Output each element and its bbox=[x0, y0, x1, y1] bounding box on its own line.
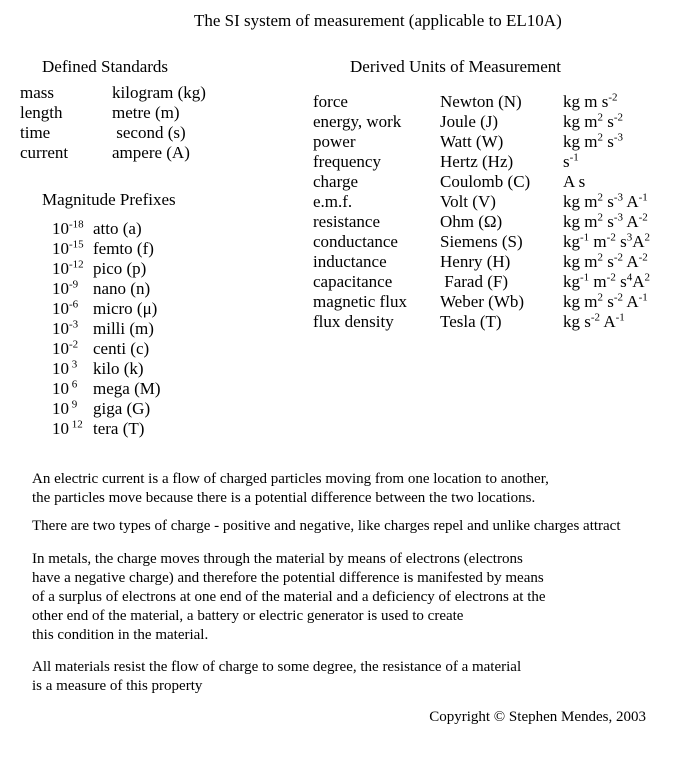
quantity-cell: force bbox=[313, 92, 348, 111]
prefix-power-cell: $10^{-3}$ bbox=[52, 318, 79, 338]
exponent: -2 bbox=[638, 251, 648, 264]
unit-name-cell: Newton (N) bbox=[440, 92, 522, 111]
si-units-cell: kg $m^2$ $s^{-3}$ bbox=[563, 131, 624, 151]
exponent: 2 bbox=[644, 271, 650, 284]
exponent: 4 bbox=[626, 271, 633, 284]
unit-name-cell: Joule (J) bbox=[440, 112, 499, 131]
exponent: -6 bbox=[69, 298, 79, 311]
text-line: In metals, the charge moves through the material by means of electrons (electrons bbox=[32, 551, 523, 567]
exponent: 12 bbox=[69, 418, 83, 431]
exponent: -3 bbox=[69, 318, 79, 331]
exponent: -2 bbox=[606, 231, 616, 244]
paragraph-metals-electrons bbox=[32, 550, 680, 645]
exponent: 3 bbox=[626, 231, 633, 244]
si-units-cell: $kg^{-1}$ $m^{-2}$ $s^4A^2$ bbox=[563, 271, 650, 291]
derived-units-table bbox=[313, 92, 650, 332]
quantity-cell: current bbox=[20, 143, 69, 162]
prefix-name-cell: atto (a) bbox=[93, 219, 142, 238]
prefix-power-cell: $10^{-2}$ bbox=[52, 338, 79, 358]
copyright-line: Copyright © Stephen Mendes, 2003 bbox=[429, 709, 646, 725]
exponent: -12 bbox=[69, 258, 84, 271]
prefix-power-cell: $10^{-9}$ bbox=[52, 278, 79, 298]
exponent: -1 bbox=[615, 311, 625, 324]
si-units-cell: kg $m^2$ $s^{-2}$ $A^{-1}$ bbox=[563, 291, 648, 311]
quantity-cell: energy, work bbox=[313, 112, 402, 131]
exponent: -2 bbox=[69, 338, 79, 351]
quantity-cell: time bbox=[20, 123, 51, 142]
exponent: -2 bbox=[608, 91, 618, 104]
unit-name-cell: Coulomb (C) bbox=[440, 172, 531, 191]
unit-cell: kilogram (kg) bbox=[112, 83, 206, 102]
unit-name-cell: Farad (F) bbox=[440, 272, 508, 291]
si-units-cell: $s^{-1}$ bbox=[563, 151, 579, 171]
text-line: have a negative charge) and therefore the potential difference is manifested by means bbox=[32, 570, 544, 586]
prefix-power-cell: 10 $^{12}$ bbox=[52, 418, 83, 438]
prefix-name-cell: nano (n) bbox=[93, 279, 151, 298]
prefix-name-cell: mega (M) bbox=[93, 379, 161, 398]
text-line: An electric current is a flow of charged particles moving from one location to another, bbox=[32, 471, 549, 487]
magnitude-prefixes-heading: Magnitude Prefixes bbox=[42, 190, 176, 209]
defined-standards-table bbox=[20, 83, 206, 163]
quantity-cell: resistance bbox=[313, 212, 381, 231]
exponent: -1 bbox=[580, 271, 590, 284]
prefix-name-cell: pico (p) bbox=[93, 259, 147, 278]
magnitude-prefixes-table bbox=[52, 219, 161, 439]
exponent: -1 bbox=[638, 291, 648, 304]
exponent: -1 bbox=[638, 191, 648, 204]
prefix-name-cell: tera (T) bbox=[93, 419, 145, 438]
quantity-cell: magnetic flux bbox=[313, 292, 407, 311]
prefix-name-cell: milli (m) bbox=[93, 319, 154, 338]
text-line: There are two types of charge - positive and negative, like charges repel and unlike charges attract bbox=[32, 518, 621, 534]
text-line: All materials resist the flow of charge to some degree, the resistance of a material bbox=[32, 659, 522, 675]
si-units-cell: kg $m^2$ $s^{-2}$ bbox=[563, 111, 624, 131]
quantity-cell: mass bbox=[20, 83, 54, 102]
exponent: -2 bbox=[590, 311, 601, 324]
exponent: -3 bbox=[613, 131, 624, 144]
text-line: of a surplus of electrons at one end of the material and a deficiency of electrons at the bbox=[32, 589, 546, 605]
prefix-power-cell: $10^{-6}$ bbox=[52, 298, 79, 318]
unit-name-cell: Henry (H) bbox=[440, 252, 511, 271]
exponent: -15 bbox=[69, 238, 84, 251]
si-units-cell: A s bbox=[563, 172, 586, 191]
prefix-power-cell: $10^{-18}$ bbox=[52, 218, 84, 238]
exponent: -3 bbox=[613, 191, 624, 204]
prefix-name-cell: kilo (k) bbox=[93, 359, 144, 378]
unit-cell: metre (m) bbox=[112, 103, 180, 122]
paragraph-resistance bbox=[32, 658, 680, 696]
exponent: 2 bbox=[597, 111, 603, 124]
exponent: -1 bbox=[569, 151, 579, 164]
exponent: 2 bbox=[597, 291, 603, 304]
exponent: -2 bbox=[638, 211, 648, 224]
prefix-power-cell: 10 $^3$ bbox=[52, 358, 78, 378]
derived-units-heading: Derived Units of Measurement bbox=[350, 57, 562, 76]
quantity-cell: e.m.f. bbox=[313, 192, 353, 211]
exponent: -2 bbox=[613, 111, 624, 124]
prefix-power-cell: $10^{-15}$ bbox=[52, 238, 84, 258]
unit-name-cell: Tesla (T) bbox=[440, 312, 502, 331]
unit-cell: second (s) bbox=[112, 123, 186, 142]
exponent: -18 bbox=[69, 218, 84, 231]
si-units-cell: kg m $s^{-2}$ bbox=[563, 91, 618, 111]
quantity-cell: power bbox=[313, 132, 356, 151]
exponent: 2 bbox=[597, 211, 603, 224]
quantity-cell: flux density bbox=[313, 312, 394, 331]
quantity-cell: conductance bbox=[313, 232, 398, 251]
defined-standards-heading: Defined Standards bbox=[42, 57, 169, 76]
text-line: other end of the material, a battery or electric generator is used to create bbox=[32, 608, 464, 624]
exponent: -2 bbox=[606, 271, 616, 284]
unit-name-cell: Ohm (Ω) bbox=[440, 212, 503, 231]
unit-name-cell: Watt (W) bbox=[440, 132, 504, 151]
prefix-power-cell: 10 $^6$ bbox=[52, 378, 78, 398]
text-line: this condition in the material. bbox=[32, 627, 209, 643]
unit-name-cell: Volt (V) bbox=[440, 192, 496, 211]
prefix-name-cell: centi (c) bbox=[93, 339, 150, 358]
exponent: -9 bbox=[69, 278, 79, 291]
prefix-name-cell: giga (G) bbox=[93, 399, 151, 418]
prefix-power-cell: $10^{-12}$ bbox=[52, 258, 84, 278]
exponent: 2 bbox=[597, 191, 603, 204]
text-line: is a measure of this property bbox=[32, 678, 203, 694]
quantity-cell: capacitance bbox=[313, 272, 393, 291]
unit-name-cell: Siemens (S) bbox=[440, 232, 523, 251]
prefix-name-cell: micro (μ) bbox=[93, 299, 158, 318]
paragraph-electric-current bbox=[32, 470, 680, 508]
exponent: -3 bbox=[613, 211, 624, 224]
exponent: 2 bbox=[597, 251, 603, 264]
exponent: 9 bbox=[69, 398, 78, 411]
quantity-cell: charge bbox=[313, 172, 358, 191]
unit-cell: ampere (A) bbox=[112, 143, 190, 162]
si-units-cell: $kg^{-1}$ $m^{-2}$ $s^3A^2$ bbox=[563, 231, 650, 251]
exponent: 2 bbox=[644, 231, 650, 244]
si-units-cell: kg $m^2$ $s^{-3}$ $A^{-2}$ bbox=[563, 211, 648, 231]
exponent: -2 bbox=[613, 291, 624, 304]
unit-name-cell: Weber (Wb) bbox=[440, 292, 525, 311]
si-units-cell: kg $m^2$ $s^{-2}$ $A^{-2}$ bbox=[563, 251, 648, 271]
si-units-cell: kg $m^2$ $s^{-3}$ $A^{-1}$ bbox=[563, 191, 648, 211]
si-units-cell: kg $s^{-2}$ $A^{-1}$ bbox=[563, 311, 625, 331]
prefix-power-cell: 10 $^9$ bbox=[52, 398, 78, 418]
exponent: -1 bbox=[580, 231, 590, 244]
paragraph-charge-types bbox=[32, 517, 680, 536]
exponent: 3 bbox=[69, 358, 78, 371]
quantity-cell: length bbox=[20, 103, 63, 122]
text-line: the particles move because there is a potential difference between the two locations. bbox=[32, 490, 536, 506]
exponent: -2 bbox=[613, 251, 624, 264]
exponent: 2 bbox=[597, 131, 603, 144]
quantity-cell: frequency bbox=[313, 152, 381, 171]
prefix-name-cell: femto (f) bbox=[93, 239, 154, 258]
quantity-cell: inductance bbox=[313, 252, 387, 271]
unit-name-cell: Hertz (Hz) bbox=[440, 152, 514, 171]
page-title: The SI system of measurement (applicable to EL10A) bbox=[194, 11, 562, 30]
exponent: 6 bbox=[69, 378, 78, 391]
